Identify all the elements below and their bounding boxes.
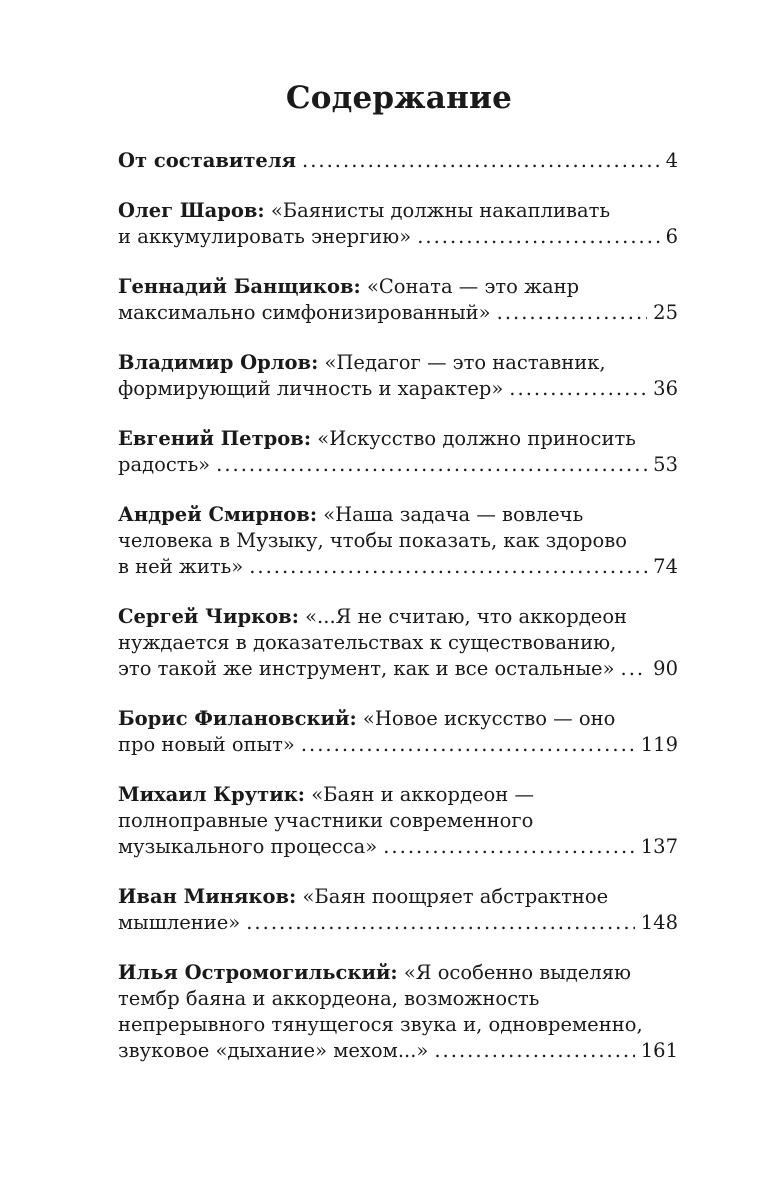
toc-entry[interactable] (118, 198, 678, 250)
toc-entry-page: 36 (653, 377, 678, 400)
toc-entry-last-line (118, 300, 678, 326)
toc-entry-author: От составителя (118, 149, 296, 172)
toc-entry-line (118, 528, 678, 554)
toc-entry-author: Евгений Петров: (118, 427, 312, 450)
toc-entry-line (118, 1012, 678, 1038)
toc-entry-text: и аккумулировать энергию» (118, 225, 412, 248)
toc-entry[interactable] (118, 426, 678, 478)
toc-entry-text: человека в Музыку, чтобы показать, как здорово (118, 529, 627, 552)
toc-entry-page: 6 (665, 225, 678, 248)
toc-entry-last-line (118, 1038, 678, 1064)
toc-entry-last-line (118, 452, 678, 478)
toc-entry-last-line (118, 656, 678, 682)
toc-entry-last-line (118, 554, 678, 580)
page-title: Содержание (285, 80, 513, 116)
toc-entry-text: «Соната — это жанр (366, 275, 580, 298)
toc-entry-text: полноправные участники современного (118, 809, 534, 832)
toc-entry-last-line (118, 732, 678, 758)
toc-entry-last-line (118, 834, 678, 860)
toc-entry-page: 137 (640, 835, 678, 858)
toc-entry[interactable] (118, 148, 678, 174)
toc-entry[interactable] (118, 706, 678, 758)
toc-leader-dots (249, 554, 647, 580)
toc-entry-text: максимально симфонизированный» (118, 301, 491, 324)
toc-entry-author: Владимир Орлов: (118, 351, 319, 374)
toc-entry-text: тембр баяна и аккордеона, возможность (118, 987, 540, 1010)
toc-leader-dots (301, 732, 635, 758)
toc-entry[interactable] (118, 502, 678, 580)
toc-entry-page: 90 (653, 657, 678, 680)
toc-entry-line (118, 884, 678, 910)
toc-entry-last-line (118, 148, 678, 174)
toc-leader-dots (434, 1038, 634, 1064)
toc-entry-page: 25 (653, 301, 678, 324)
toc-entry-text: «Наша задача — вовлечь (323, 503, 584, 526)
toc-entry[interactable] (118, 782, 678, 860)
toc-entry-text: звуковое «дыхание» мехом...» (118, 1039, 429, 1062)
toc-entry-text (118, 148, 296, 174)
toc-entry[interactable] (118, 274, 678, 326)
toc-entry-text: это такой же инструмент, как и все остальные» (118, 657, 615, 680)
toc-entry-author: Сергей Чирков: (118, 605, 299, 628)
toc-entry-text: музыкального процесса» (118, 835, 378, 858)
toc-leader-dots (497, 300, 648, 326)
toc-entry-last-line (118, 224, 678, 250)
toc-entry-line (118, 630, 678, 656)
toc-entry-text: «Баян поощряет абстрактное (302, 885, 609, 908)
toc-entry-text: «Педагог — это наставник, (324, 351, 606, 374)
toc-entry[interactable] (118, 884, 678, 936)
toc-entry-author: Олег Шаров: (118, 199, 265, 222)
toc-entry-text: мышление» (118, 911, 241, 934)
toc-leader-dots (302, 148, 660, 174)
toc-entry-author: Михаил Крутик: (118, 783, 305, 806)
toc-leader-dots (509, 376, 647, 402)
toc-entry-last-line (118, 910, 678, 936)
toc-entry-text: про новый опыт» (118, 733, 295, 756)
toc-entry-text: непрерывного тянущегося звука и, одновременно, (118, 1013, 643, 1036)
toc-entry-line (118, 350, 678, 376)
toc-entry-text: в ней жить» (118, 555, 244, 578)
toc-entry[interactable] (118, 604, 678, 682)
toc-leader-dots (417, 224, 659, 250)
toc-entry-line (118, 808, 678, 834)
toc-entry-author: Иван Миняков: (118, 885, 297, 908)
toc-entry[interactable] (118, 960, 678, 1064)
toc-entry-line (118, 274, 678, 300)
toc-entry-page: 53 (653, 453, 678, 476)
toc-entry-author: Борис Филановский: (118, 707, 357, 730)
toc-leader-dots (246, 910, 635, 936)
toc-entry-page: 74 (653, 555, 678, 578)
toc-entry-text: «...Я не считаю, что аккордеон (305, 605, 628, 628)
toc-entry-page: 161 (640, 1039, 678, 1062)
toc-entry-text: «Баян и аккордеон — (311, 783, 534, 806)
toc-entry-text: «Баянисты должны накапливать (270, 199, 611, 222)
toc-entry-last-line (118, 376, 678, 402)
toc-entry-line (118, 426, 678, 452)
toc-leader-dots (621, 656, 648, 682)
toc-entry-page: 119 (640, 733, 678, 756)
toc-entry-text: радость» (118, 453, 211, 476)
table-of-contents (118, 148, 678, 1088)
toc-leader-dots (383, 834, 635, 860)
toc-entry-author: Андрей Смирнов: (118, 503, 318, 526)
toc-entry-text: «Новое искусство — оно (362, 707, 616, 730)
toc-entry-line (118, 604, 678, 630)
toc-entry-line (118, 706, 678, 732)
toc-entry-author: Илья Остромогильский: (118, 961, 398, 984)
toc-entry-text: нуждается в доказательствах к существованию, (118, 631, 617, 654)
toc-entry-line (118, 986, 678, 1012)
toc-entry-page: 4 (665, 149, 678, 172)
toc-entry-page: 148 (640, 911, 678, 934)
toc-entry-text: формирующий личность и характер» (118, 377, 504, 400)
toc-leader-dots (216, 452, 647, 478)
toc-entry-line (118, 782, 678, 808)
toc-entry[interactable] (118, 350, 678, 402)
toc-entry-text: «Я особенно выделяю (403, 961, 632, 984)
toc-entry-line (118, 960, 678, 986)
toc-entry-line (118, 198, 678, 224)
toc-entry-author: Геннадий Банщиков: (118, 275, 361, 298)
toc-entry-line (118, 502, 678, 528)
toc-entry-text: «Искусство должно приносить (317, 427, 636, 450)
